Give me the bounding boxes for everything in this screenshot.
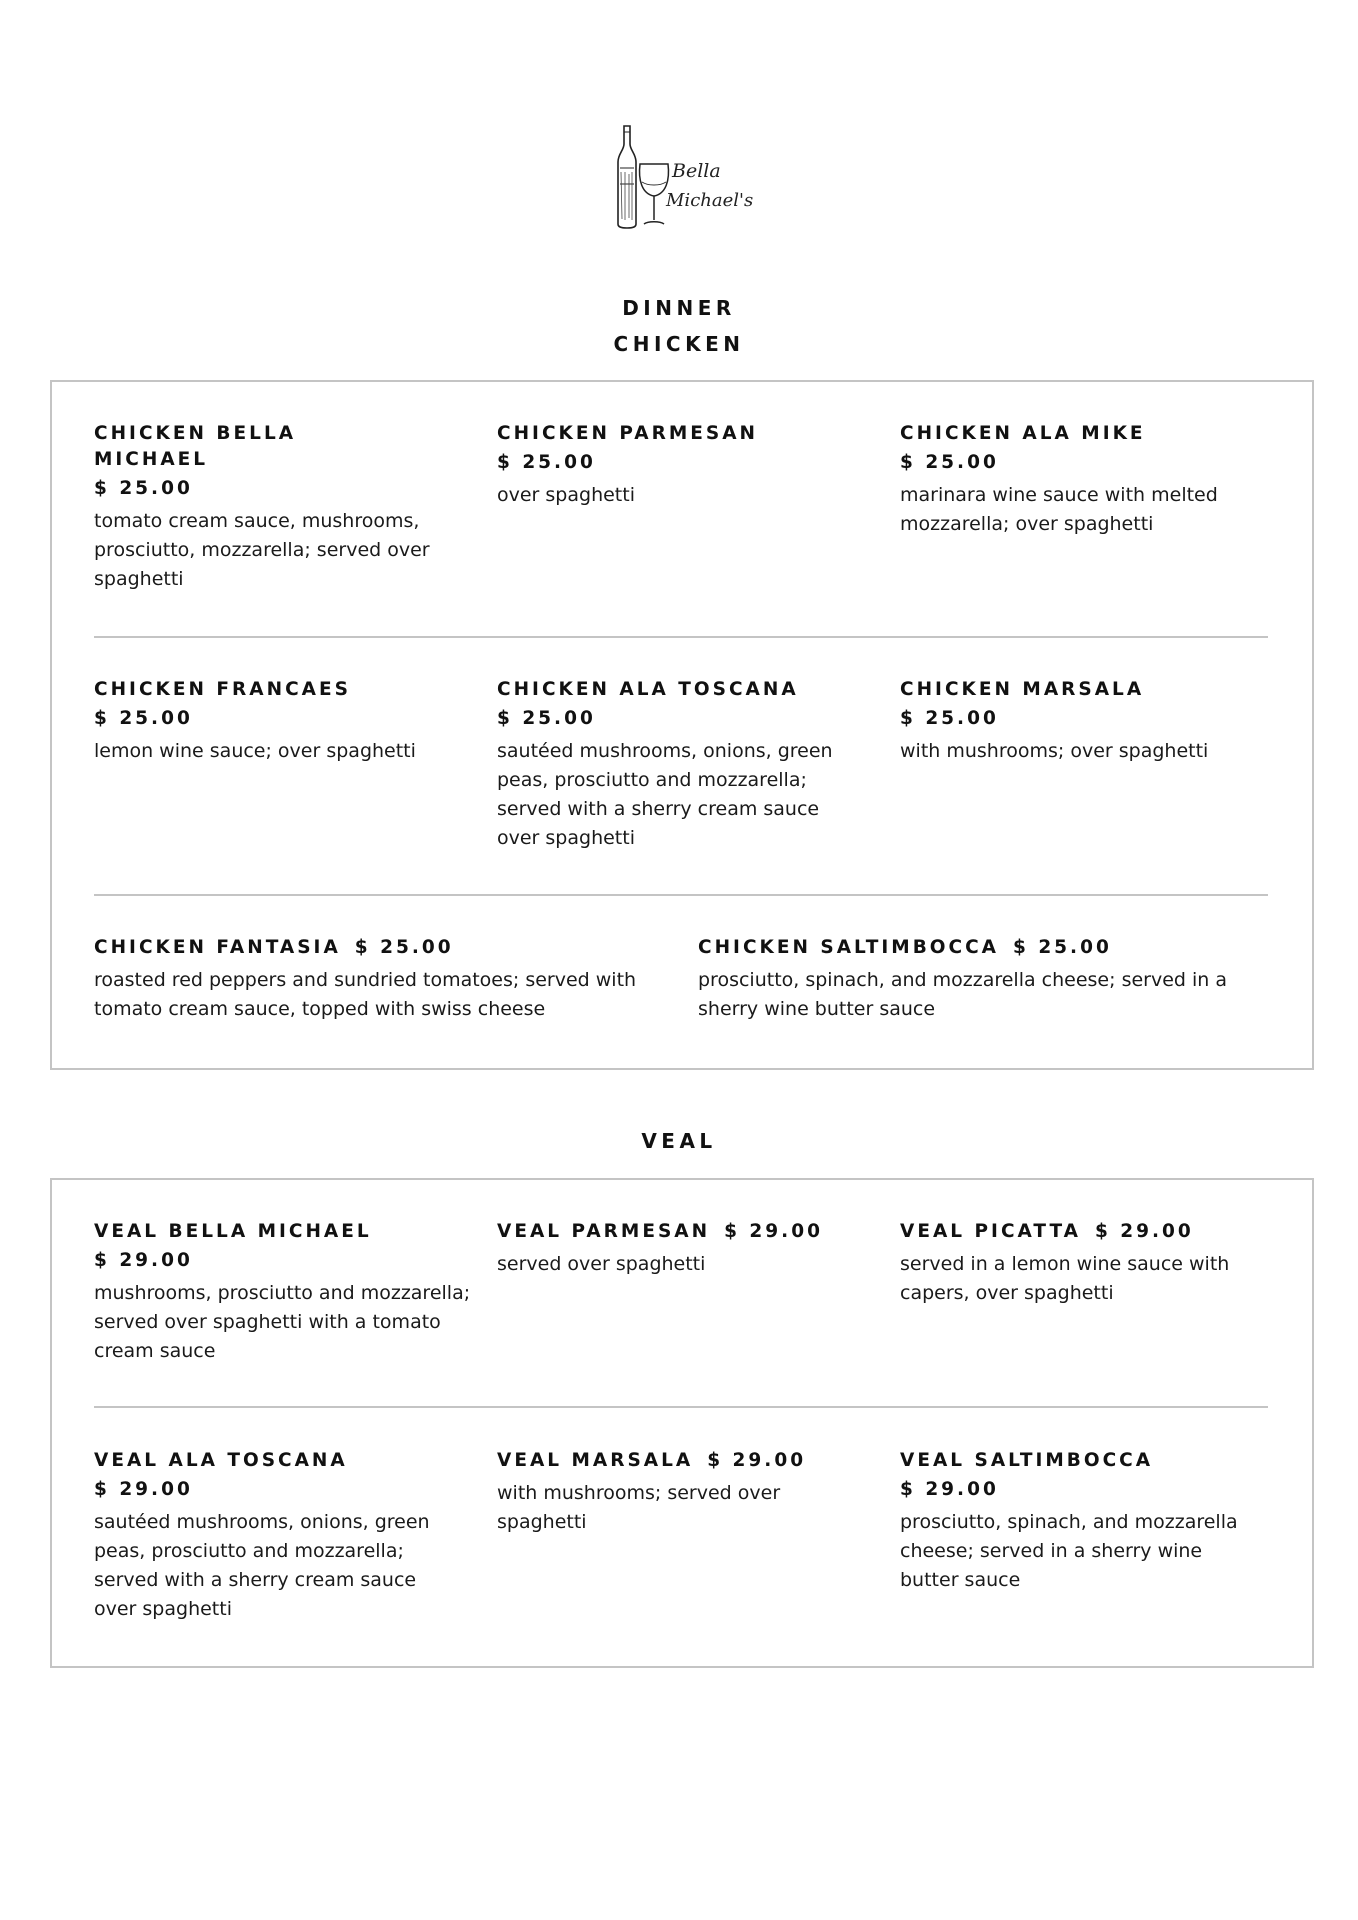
divider (94, 1406, 1268, 1408)
menu-item (94, 1448, 464, 1624)
menu-item-price: $ 25.00 (900, 708, 999, 729)
menu-item-name: CHICKEN SALTIMBOCCA (698, 937, 999, 958)
menu-item (900, 1219, 1280, 1308)
menu-item-description: tomato cream sauce, mushrooms, prosciutto, mozzarella; served over spaghetti (94, 510, 430, 590)
menu-item-description: served over spaghetti (497, 1253, 706, 1275)
menu-item-price: $ 29.00 (94, 1479, 193, 1500)
divider (94, 894, 1268, 896)
menu-item-description: sautéed mushrooms, onions, green peas, prosciutto and mozzarella; served with a sherry cream sauce over spaghetti (94, 1511, 430, 1620)
menu-item-description: prosciutto, spinach, and mozzarella cheese; served in a sherry wine butter sauce (698, 969, 1228, 1020)
menu-item-price: $ 25.00 (94, 478, 193, 499)
restaurant-logo (614, 124, 754, 230)
logo-text-line2: Michael's (666, 190, 754, 211)
menu-item-description: over spaghetti (497, 484, 635, 506)
section-heading-dinner: DINNER (622, 296, 736, 320)
menu-item-name: CHICKEN ALA TOSCANA (497, 679, 799, 700)
menu-item-description: roasted red peppers and sundried tomatoes; served with tomato cream sauce, topped with swiss cheese (94, 969, 637, 1020)
menu-item (698, 935, 1278, 1024)
menu-item-price: $ 25.00 (497, 452, 596, 473)
menu-item-name: CHICKEN PARMESAN (497, 423, 759, 444)
menu-item (497, 1448, 887, 1537)
section-heading-veal: VEAL (641, 1129, 717, 1153)
menu-item (497, 677, 857, 853)
menu-item-price: $ 25.00 (94, 708, 193, 729)
menu-item-name: CHICKEN MARSALA (900, 679, 1145, 700)
menu-item-name: VEAL PICATTA (900, 1221, 1081, 1242)
menu-item-description: sautéed mushrooms, onions, green peas, prosciutto and mozzarella; served with a sherry cream sauce over spaghetti (497, 740, 833, 849)
menu-item-description: mushrooms, prosciutto and mozzarella; served over spaghetti with a tomato cream sauce (94, 1282, 471, 1362)
menu-item (900, 677, 1270, 766)
menu-item-name: VEAL PARMESAN (497, 1221, 711, 1242)
menu-item-price: $ 25.00 (497, 708, 596, 729)
menu-item-description: with mushrooms; served over spaghetti (497, 1482, 781, 1533)
menu-item (94, 421, 474, 594)
logo-text-line1: Bella (672, 160, 721, 182)
menu-item-price: $ 29.00 (900, 1479, 999, 1500)
menu-item-name: CHICKEN BELLA MICHAEL (94, 423, 297, 470)
menu-item (900, 1448, 1260, 1595)
menu-item-price: $ 29.00 (1094, 1221, 1194, 1242)
menu-item-name: CHICKEN ALA MIKE (900, 423, 1146, 444)
menu-item-name: VEAL SALTIMBOCCA (900, 1450, 1154, 1471)
section-heading-chicken: CHICKEN (613, 332, 745, 356)
menu-item-description: served in a lemon wine sauce with capers, over spaghetti (900, 1253, 1230, 1304)
menu-item (497, 421, 877, 510)
menu-item-description: marinara wine sauce with melted mozzarella; over spaghetti (900, 484, 1218, 535)
menu-item-name: VEAL BELLA MICHAEL (94, 1221, 372, 1242)
menu-item-price: $ 29.00 (707, 1450, 807, 1471)
menu-item-price: $ 25.00 (354, 937, 454, 958)
menu-item-price: $ 29.00 (724, 1221, 823, 1242)
menu-item-description: lemon wine sauce; over spaghetti (94, 740, 416, 762)
menu-item (94, 677, 474, 766)
menu-item-price: $ 29.00 (94, 1250, 193, 1271)
menu-item-description: prosciutto, spinach, and mozzarella cheese; served in a sherry wine butter sauce (900, 1511, 1238, 1591)
menu-item (497, 1219, 887, 1279)
menu-item-price: $ 25.00 (900, 452, 999, 473)
divider (94, 636, 1268, 638)
menu-item-name: VEAL ALA TOSCANA (94, 1450, 348, 1471)
menu-item-name: VEAL MARSALA (497, 1450, 694, 1471)
menu-item-description: with mushrooms; over spaghetti (900, 740, 1209, 762)
menu-item (94, 935, 684, 1024)
menu-item-price: $ 25.00 (1013, 937, 1112, 958)
menu-item (94, 1219, 474, 1366)
menu-item-name: CHICKEN FANTASIA (94, 937, 341, 958)
menu-item-name: CHICKEN FRANCAES (94, 679, 351, 700)
menu-item (900, 421, 1270, 539)
